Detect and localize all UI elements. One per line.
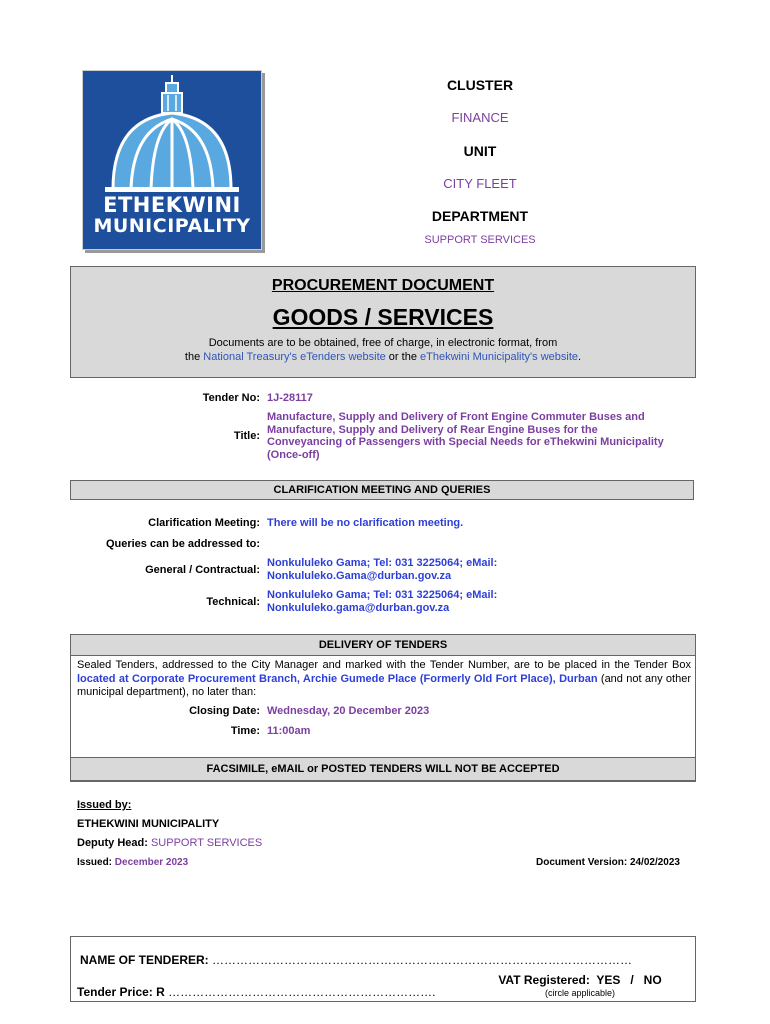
time-label: Time: (230, 725, 260, 737)
etenders-link[interactable]: National Treasury's eTenders website (203, 351, 386, 363)
title-label: Title: (233, 430, 260, 442)
circle-applicable: (circle applicable) (544, 988, 616, 998)
clarification-meeting-value: There will be no clarification meeting. (267, 517, 464, 529)
issued-by-label: Issued by: (77, 799, 132, 811)
tenderer-name-field[interactable]: …………………………………………………………………………………………… (212, 953, 633, 967)
cluster-value: FINANCE (451, 110, 509, 125)
tender-title (267, 411, 697, 461)
tender-title-line: (Once-off) (267, 448, 320, 461)
department-label: DEPARTMENT (431, 208, 529, 224)
tender-price-label: Tender Price: R (77, 985, 165, 999)
time-value: 11:00am (267, 725, 311, 737)
tender-no-label: Tender No: (202, 392, 260, 404)
tenderer-name-line (80, 953, 692, 967)
tender-title-line: Conveyancing of Passengers with Special Needs for eThekwini Municipality (267, 436, 664, 448)
technical-contact-line1: Nonkululeko Gama; Tel: 031 3225064; eMail: (267, 589, 498, 601)
technical-contact (267, 589, 497, 615)
procurement-heading: PROCUREMENT DOCUMENT (271, 277, 495, 294)
logo-line2: MUNICIPALITY (93, 215, 251, 237)
department-value: SUPPORT SERVICES (424, 234, 536, 246)
note-line1: Documents are to be obtained, free of charge, in electronic format, from (208, 337, 558, 349)
fax-warning-band: FACSIMILE, eMAIL or POSTED TENDERS WILL NOT BE ACCEPTED (70, 757, 696, 781)
note-or: or the (385, 351, 420, 363)
logo-line1: ETHEKWINI (103, 193, 241, 217)
tenderer-name-label: NAME OF TENDERER: (80, 953, 209, 967)
unit-label: UNIT (463, 143, 497, 159)
note-line2 (70, 351, 696, 363)
delivery-band: DELIVERY OF TENDERS (70, 634, 696, 656)
delivery-text-c: (and not any other municipal department), no later than: (77, 672, 691, 698)
deputy-head-label: Deputy Head: (77, 837, 148, 849)
delivery-text-a: Sealed Tenders, addressed to the City Manager and marked with the Tender Number, are to be placed in the Tender Box (77, 659, 691, 671)
document-version: Document Version: 24/02/2023 (536, 857, 680, 868)
general-email[interactable]: Nonkululeko.Gama@durban.gov.za (267, 570, 452, 582)
technical-label: Technical: (206, 596, 260, 608)
issuer-org: ETHEKWINI MUNICIPALITY (77, 818, 220, 830)
closing-date-label: Closing Date: (189, 705, 260, 717)
tender-price-line (77, 985, 436, 999)
deputy-head-value: SUPPORT SERVICES (150, 837, 263, 849)
tender-price-field[interactable]: …………………………………………………………. (168, 985, 436, 999)
unit-value: CITY FLEET (443, 176, 517, 191)
ethekwini-website-link[interactable]: eThekwini Municipality's website (420, 351, 578, 363)
issued-date-label: Issued: (77, 857, 113, 868)
issued-date-value: December 2023 (114, 857, 189, 868)
note-end: . (578, 351, 582, 363)
cluster-label: CLUSTER (446, 77, 514, 93)
technical-email[interactable]: Nonkululeko.gama@durban.gov.za (267, 602, 450, 614)
closing-date-value: Wednesday, 20 December 2023 (267, 705, 430, 717)
goods-services-heading: GOODS / SERVICES (272, 304, 494, 330)
general-contact (267, 557, 497, 583)
clarification-meeting-label: Clarification Meeting: (148, 517, 260, 529)
tender-title-line: Manufacture, Supply and Delivery of Rear Engine Buses for the (267, 423, 598, 436)
vat-registered[interactable]: VAT Registered: YES / NO (498, 973, 662, 987)
queries-label: Queries can be addressed to: (105, 538, 260, 550)
clarification-band: CLARIFICATION MEETING AND QUERIES (70, 480, 694, 500)
general-contact-line1: Nonkululeko Gama; Tel: 031 3225064; eMail: (267, 557, 498, 569)
tender-title-line: Manufacture, Supply and Delivery of Front Engine Commuter Buses and (267, 411, 645, 423)
tender-no-value: 1J-28117 (267, 392, 313, 404)
delivery-paragraph (77, 659, 691, 700)
delivery-location: located at Corporate Procurement Branch, Archie Gumede Place (Formerly Old Fort Place), Durban (77, 672, 598, 685)
deputy-head (77, 837, 262, 849)
municipality-logo (82, 70, 262, 250)
issued-date (77, 857, 188, 868)
general-contractual-label: General / Contractual: (145, 564, 260, 576)
note-the: the (184, 351, 204, 363)
